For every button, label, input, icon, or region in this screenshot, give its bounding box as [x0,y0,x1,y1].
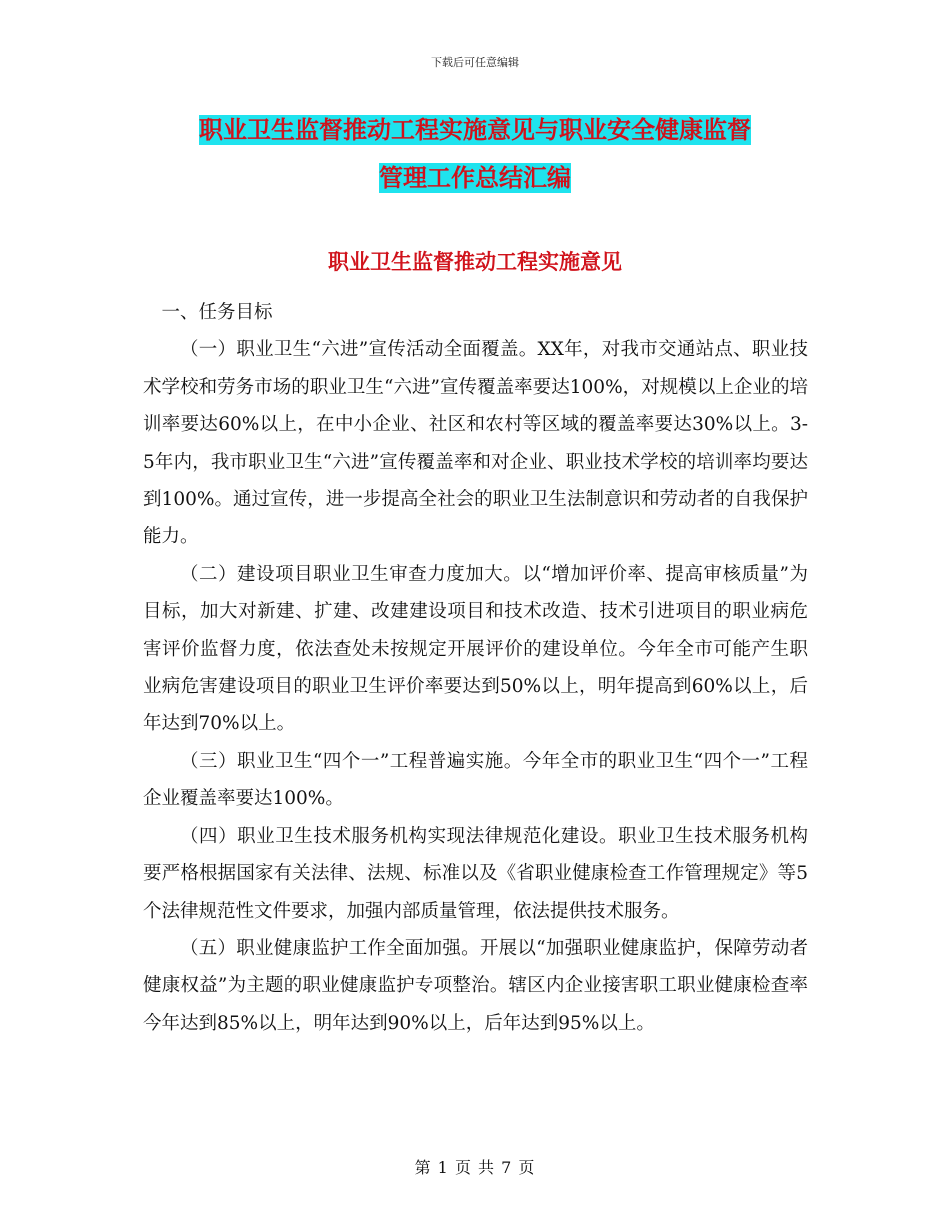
document-body [143,294,808,1042]
section-title: 职业卫生监督推动工程实施意见 [328,250,622,274]
page-footer: 第 1 页 共 7 页 [414,1158,536,1177]
document-title-line-1: 职业卫生监督推动工程实施意见与职业安全健康监督 [199,116,751,144]
paragraph-4: （四）职业卫生技术服务机构实现法律规范化建设。职业卫生技术服务机构要严格根据国家有关法律、法规、标准以及《省职业健康检查工作管理规定》等5个法律规范性文件要求，加强内部质量管理，依法提供技术服务。 [143,825,808,922]
header-note: 下载后可任意编辑 [431,56,519,69]
document-title-line-2: 管理工作总结汇编 [379,164,571,192]
task-goals-heading: 一、任务目标 [161,302,273,323]
paragraph-2: （二）建设项目职业卫生审查力度加大。以“增加评价率、提高审核质量”为目标，加大对新建、扩建、改建建设项目和技术改造、技术引进项目的职业病危害评价监督力度，依法查处未按规定开展评价的建设单位。今年全市可能产生职业病危害建设项目的职业卫生评价率要达到50%以上，明年提高到60%以上，后年达到70%以上。 [143,563,808,735]
paragraph-5: （五）职业健康监护工作全面加强。开展以“加强职业健康监护，保障劳动者健康权益”为主题的职业健康监护专项整治。辖区内企业接害职工职业健康检查率今年达到85%以上，明年达到90%以上，后年达到95%以上。 [143,937,808,1034]
paragraph-1: （一）职业卫生“六进”宣传活动全面覆盖。XX年，对我市交通站点、职业技术学校和劳务市场的职业卫生“六进”宣传覆盖率要达100%，对规模以上企业的培训率要达60%以上，在中小企业、社区和农村等区域的覆盖率要达30%以上。3-5年内，我市职业卫生“六进”宣传覆盖率和对企业、职业技术学校的培训率均要达到100%。通过宣传，进一步提高全社会的职业卫生法制意识和劳动者的自我保护能力。 [143,339,808,548]
paragraph-3: （三）职业卫生“四个一”工程普遍实施。今年全市的职业卫生“四个一”工程企业覆盖率要达100%。 [143,750,808,810]
document-title [130,106,820,202]
